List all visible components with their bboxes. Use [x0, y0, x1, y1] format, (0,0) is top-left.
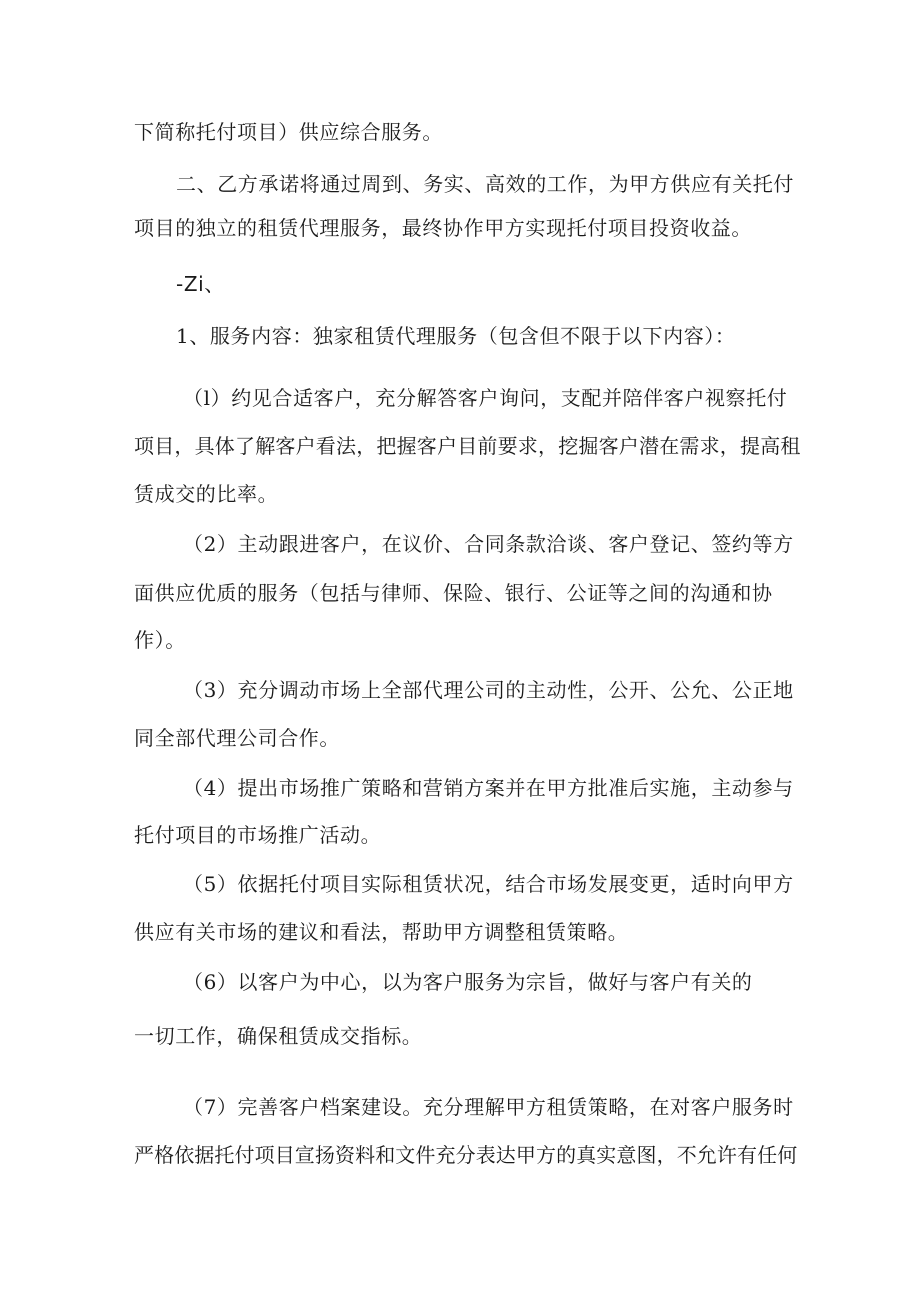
item-7-line-1: （7）完善客户档案建设。充分理解甲方租赁策略，在对客户服务时 [183, 1095, 794, 1119]
item-2-line-2: 面供应优质的服务（包括与律师、保险、银行、公证等之间的沟通和协 [134, 581, 773, 605]
section-two-line-2: 项目的独立的租赁代理服务，最终协作甲方实现托付项目投资收益。 [134, 216, 752, 240]
item-2-line-1: （2）主动跟进客户，在议价、合同条款洽谈、客户登记、签约等方 [183, 532, 794, 556]
item-6-line-2: 一切工作，确保租赁成交指标。 [134, 1024, 423, 1048]
item-1-line-2: 项目，具体了解客户看法，把握客户目前要求，挖掘客户潜在需求，提高租 [134, 434, 801, 458]
service-content-heading: 1、服务内容：独家租赁代理服务（包含但不限于以下内容）： [176, 324, 736, 348]
section-two-line-1: 二、乙方承诺将通过周到、务实、高效的工作，为甲方供应有关托付 [176, 172, 794, 196]
item-3-line-1: （3）充分调动市场上全部代理公司的主动性，公开、公允、公正地 [183, 678, 794, 702]
item-5-line-1: （5）依据托付项目实际租赁状况，结合市场发展变更，适时向甲方 [183, 872, 794, 896]
item-2-line-3: 作）。 [134, 628, 186, 652]
section-heading: -Zi、 [176, 272, 225, 296]
item-4-line-1: （4）提出市场推广策略和营销方案并在甲方批准后实施，主动参与 [183, 776, 794, 800]
text-line-1: 下简称托付项目）供应综合服务。 [134, 120, 443, 144]
item-4-line-2: 托付项目的市场推广活动。 [134, 823, 382, 847]
item-5-line-2: 供应有关市场的建议和看法，帮助甲方调整租赁策略。 [134, 920, 629, 944]
item-7-line-2: 严格依据托付项目宣扬资料和文件充分表达甲方的真实意图，不允许有任何 [134, 1143, 798, 1167]
item-1-line-1: （l）约见合适客户，充分解答客户询问，支配并陪伴客户视察托付 [183, 386, 788, 410]
item-1-line-3: 赁成交的比率。 [134, 482, 279, 506]
item-6-line-1: （6）以客户为中心，以为客户服务为宗旨，做好与客户有关的 [183, 970, 753, 994]
item-3-line-2: 同全部代理公司合作。 [134, 726, 340, 750]
